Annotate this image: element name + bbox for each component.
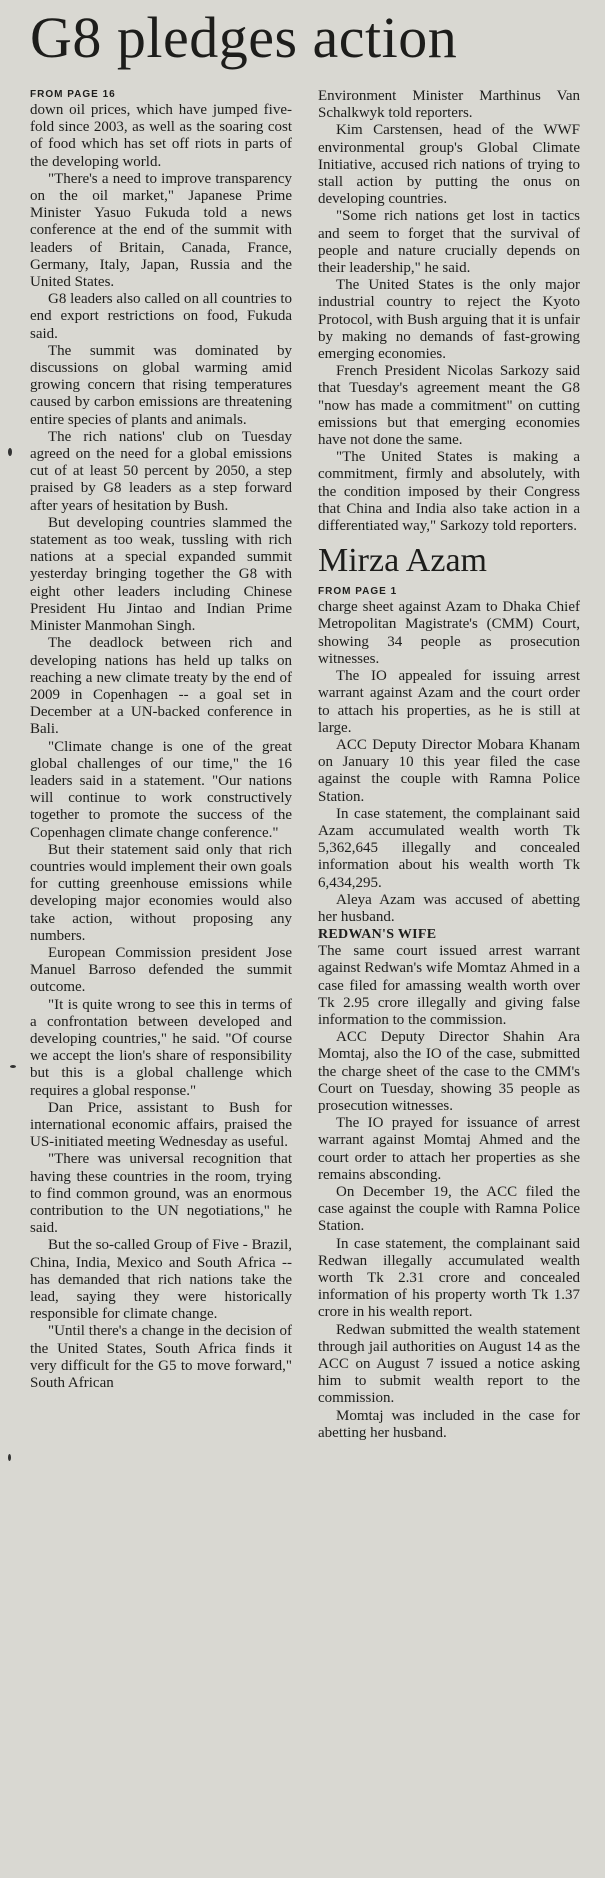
article-paragraph: Momtaj was included in the case for abetting her husband.	[318, 1407, 580, 1441]
article-paragraph: "Some rich nations get lost in tactics and seem to forget that the survival of people and nature crucially depends on their leadership," he said.	[318, 208, 580, 277]
jump-label: FROM PAGE 16	[30, 89, 116, 100]
article-paragraph: But developing countries slammed the statement as too weak, tussling with rich nations at a special expanded summit yesterday bringing together the G8 with eight other leaders including Chinese President Hu Jintao and Indian Prime Minister Manmohan Singh.	[30, 514, 292, 635]
article-paragraph: The rich nations' club on Tuesday agreed on the need for a global emissions cut of at least 50 percent by 2050, a step praised by G8 leaders as a step forward after years of hesitation by Bush.	[30, 428, 292, 514]
jump-label: FROM PAGE 1	[318, 586, 398, 598]
article-paragraph: Kim Carstensen, head of the WWF environmental group's Global Climate Initiative, accused rich nations of trying to stall action by putting the onus on developing countries.	[318, 122, 580, 208]
article-paragraph: The deadlock between rich and developing nations has held up talks on reaching a new climate treaty by the end of 2009 in Copenhagen -- a goal set in December at a UN-backed conference in Bali.	[30, 635, 292, 738]
article-paragraph: "It is quite wrong to see this in terms of a confrontation between developed and developing countries," he said. "Of course we accept the lion's share of responsibility but this is a global challenge which requires a global response."	[30, 996, 292, 1099]
article-paragraph: Environment Minister Marthinus Van Schalkwyk told reporters.	[318, 88, 580, 122]
article-paragraph: But the so-called Group of Five - Brazil, China, India, Mexico and South Africa -- has demanded that rich nations take the lead, saying they were historically responsible for climate change.	[30, 1237, 292, 1323]
article-paragraph: "Until there's a change in the decision of the United States, South Africa finds it very difficult for the G5 to move forward," South African	[30, 1323, 292, 1392]
article-paragraph: ACC Deputy Director Shahin Ara Momtaj, also the IO of the case, submitted the charge sheet of the case to the CMM's Court on Tuesday, showing 35 people as prosecution witnesses.	[318, 1029, 580, 1114]
article-paragraph: The United States is the only major industrial country to reject the Kyoto Protocol, with Bush arguing that it is unfair by making no demands of fast-growing emerging economies.	[318, 277, 580, 363]
article-paragraph: "There was universal recognition that having these countries in the room, trying to find common ground, was an enormous contribution to the UN negotiations," he said.	[30, 1151, 292, 1237]
headline: G8 pledges action	[30, 5, 458, 70]
article-paragraph: Aleya Azam was accused of abetting her husband.	[318, 891, 580, 925]
article-paragraph: Dan Price, assistant to Bush for international economic affairs, praised the US-initiated meeting Wednesday as useful.	[30, 1099, 292, 1151]
article-paragraph: The IO appealed for issuing arrest warrant against Azam and the court order to attach his properties, as he is still at large.	[318, 668, 580, 736]
article-paragraph: In case statement, the complainant said Azam accumulated wealth worth Tk 5,362,645 illegally and concealed information about his wealth worth Tk 6,434,295.	[318, 805, 580, 891]
article-paragraph: "There's a need to improve transparency on the oil market," Japanese Prime Minister Yasuo Fukuda told a news conference at the end of the summit with leaders of Britain, Canada, France, Germany, Italy, Japan, Russia and the United States.	[30, 170, 292, 291]
article-paragraph: G8 leaders also called on all countries to end export restrictions on food, Fukuda said.	[30, 291, 292, 342]
subhead: Mirza Azam	[318, 542, 487, 580]
article-paragraph: down oil prices, which have jumped five-fold since 2003, as well as the soaring cost of food which has set off riots in parts of the developing world.	[30, 102, 292, 170]
print-speck	[8, 448, 12, 456]
article-paragraph: The summit was dominated by discussions on global warming amid growing concern that rising temperatures caused by carbon emissions are threatening entire species of plants and animals.	[30, 342, 292, 428]
article-paragraph: "Climate change is one of the great global challenges of our time," the 16 leaders said in a statement. "Our nations will continue to work constructively together to promote the success of the Copenhagen climate change conference."	[30, 738, 292, 841]
article-paragraph: "The United States is making a commitment, firmly and absolutely, with the condition imposed by their Congress that China and India also take action in a differentiated way," Sarkozy told reporters.	[318, 449, 580, 535]
article-paragraph: European Commission president Jose Manuel Barroso defended the summit outcome.	[30, 944, 292, 996]
article-paragraph: French President Nicolas Sarkozy said that Tuesday's agreement meant the G8 "now has made a commitment" on cutting emissions but that emerging economies have not done the same.	[318, 363, 580, 449]
article-paragraph: But their statement said only that rich countries would implement their own goals for cutting greenhouse emissions while developing major economies would also take action, without proposing any numbers.	[30, 841, 292, 944]
print-speck	[10, 1065, 16, 1068]
print-speck	[8, 1454, 11, 1461]
article-paragraph: Redwan submitted the wealth statement through jail authorities on August 14 as the ACC on August 7 issued a notice asking him to submit wealth report to the commission.	[318, 1321, 580, 1407]
article-paragraph: charge sheet against Azam to Dhaka Chief Metropolitan Magistrate's (CMM) Court, showing 34 people as prosecution witnesses.	[318, 599, 580, 667]
crosshead: REDWAN'S WIFE	[318, 927, 437, 943]
left-column	[30, 88, 292, 1392]
article-paragraph: ACC Deputy Director Mobara Khanam on January 10 this year filed the case against the couple with Ramna Police Station.	[318, 736, 580, 805]
article-paragraph: The same court issued arrest warrant against Redwan's wife Momtaz Ahmed in a case filed for amassing wealth worth over Tk 2.95 crore illegally and giving false information to the commission.	[318, 943, 580, 1028]
article-paragraph: The IO prayed for issuance of arrest warrant against Momtaj Ahmed and the court order to attach her properties as she remains absconding.	[318, 1115, 580, 1183]
article-paragraph: On December 19, the ACC filed the case against the couple with Ramna Police Station.	[318, 1183, 580, 1235]
article-paragraph: In case statement, the complainant said Redwan illegally accumulated wealth worth Tk 2.31 crore and concealed information of his property worth Tk 1.37 crore in his wealth report.	[318, 1235, 580, 1321]
right-column	[318, 88, 580, 1442]
